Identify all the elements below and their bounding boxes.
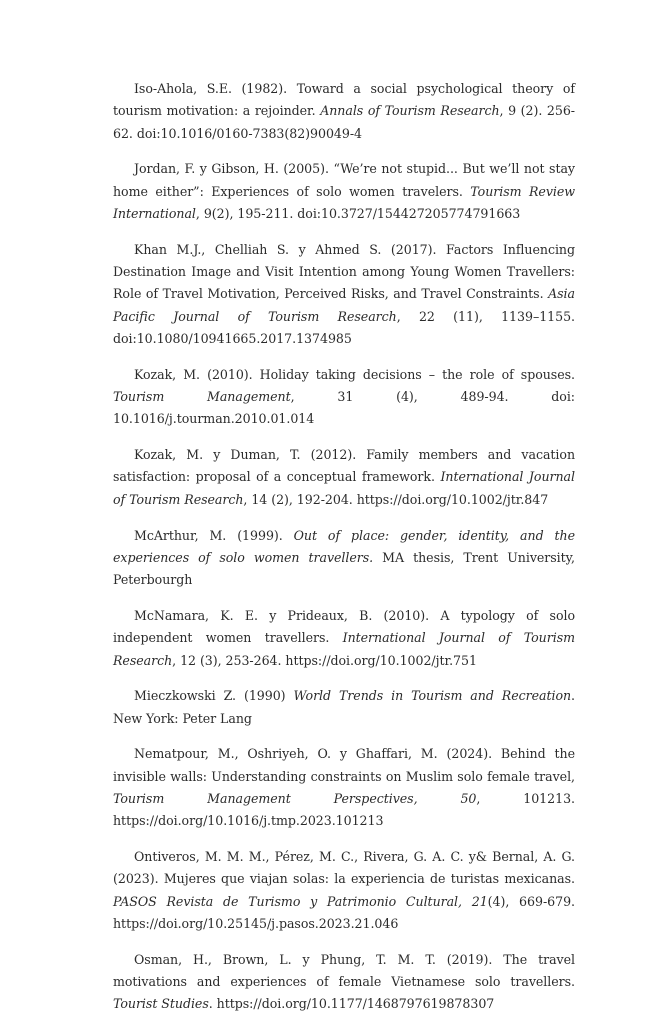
reference-entry xyxy=(113,605,575,672)
reference-entry xyxy=(113,949,575,1016)
reference-details: , 22 (11), 1139–1155. doi:10.1080/10941665.2017.1374985 xyxy=(113,308,575,346)
reference-source-italic: World Trends in Tourism and Recreation xyxy=(293,688,572,704)
reference-text: Mieczkowski Z. (1990) xyxy=(134,688,294,704)
reference-details: , 31 (4), 489-94. doi: 10.1016/j.tourman.2010.01.014 xyxy=(113,389,575,427)
reference-details: . https://doi.org/10.1177/1468797619878307 xyxy=(208,996,495,1012)
reference-text: Kozak, M. y Duman, T. (2012). Family members and vacation satisfaction: proposal of a conceptual framework. xyxy=(113,447,575,485)
reference-text: Iso-Ahola, S.E. (1982). Toward a social psychological theory of tourism motivation: a rejoinder. xyxy=(113,81,575,119)
reference-details: , 14 (2), 192-204. https://doi.org/10.1002/jtr.847 xyxy=(243,491,549,507)
reference-entry xyxy=(113,685,575,730)
reference-source-italic: Annals of Tourism Research xyxy=(320,103,500,119)
reference-entry xyxy=(113,525,575,592)
reference-entry xyxy=(113,846,575,935)
reference-text: Osman, H., Brown, L. y Phung, T. M. T. (2019). The travel motivations and experiences of female Vietnamese solo travellers. xyxy=(113,951,575,990)
reference-entry xyxy=(113,743,575,832)
reference-text: Nematpour, M., Oshriyeh, O. y Ghaffari, M. (2024). Behind the invisible walls: Understanding constraints on Muslim solo female travel, xyxy=(113,746,575,784)
reference-details: , 12 (3), 253-264. https://doi.org/10.1002/jtr.751 xyxy=(172,652,477,668)
reference-source-italic: Tourism Management Perspectives, 50 xyxy=(113,791,477,807)
reference-text: McArthur, M. (1999). xyxy=(134,527,294,543)
reference-details: , 101213. https://doi.org/10.1016/j.tmp.2023.101213 xyxy=(113,791,575,829)
reference-text: Jordan, F. y Gibson, H. (2005). “We’re not stupid... But we’ll not stay home either”: Experiences of solo women travelers. xyxy=(113,161,575,199)
reference-entry xyxy=(113,239,575,350)
reference-source-italic: International Journal of Tourism Research xyxy=(113,630,575,668)
reference-entry xyxy=(113,444,575,511)
reference-details: MA thesis, Trent University, Peterbourgh xyxy=(113,549,575,588)
reference-entry xyxy=(113,158,575,225)
reference-source-italic: Tourism Management xyxy=(113,389,291,405)
reference-details: (4), 669-679. https://doi.org/10.25145/j.pasos.2023.21.046 xyxy=(113,893,575,931)
reference-details: , 9(2), 195-211. doi:10.3727/154427205774791663 xyxy=(195,205,521,221)
reference-text: Ontiveros, M. M. M., Pérez, M. C., Rivera, G. A. C. y& Bernal, A. G. (2023). Mujeres que viajan solas: la experiencia de turistas mexicanas. xyxy=(113,849,575,887)
reference-source-italic: Tourist Studies xyxy=(113,996,209,1012)
reference-text: Khan M.J., Chelliah S. y Ahmed S. (2017). Factors Influencing Destination Image and Visit Intention among Young Women Travellers: Role of Travel Motivation, Perceived Risks, and Travel Constraints. xyxy=(113,241,575,302)
reference-source-italic: International Journal of Tourism Research xyxy=(113,469,575,507)
reference-entry xyxy=(113,78,575,145)
reference-source-italic: Asia Pacific Journal of Tourism Research xyxy=(113,286,575,324)
reference-text: McNamara, K. E. y Prideaux, B. (2010). A typology of solo independent women travellers. xyxy=(113,607,575,646)
reference-list xyxy=(113,78,575,1029)
reference-details: , 9 (2). 256-62. doi:10.1016/0160-7383(82)90049-4 xyxy=(113,103,576,141)
reference-source-italic: Out of place: gender, identity, and the experiences of solo women travellers. xyxy=(113,527,575,565)
reference-source-italic: Tourism Review International xyxy=(113,183,575,221)
reference-text: Kozak, M. (2010). Holiday taking decisions – the role of spouses. xyxy=(134,366,575,382)
reference-details: . New York: Peter Lang xyxy=(113,688,576,726)
reference-source-italic: PASOS Revista de Turismo y Patrimonio Cultural, 21 xyxy=(113,893,488,909)
reference-entry xyxy=(113,364,575,431)
